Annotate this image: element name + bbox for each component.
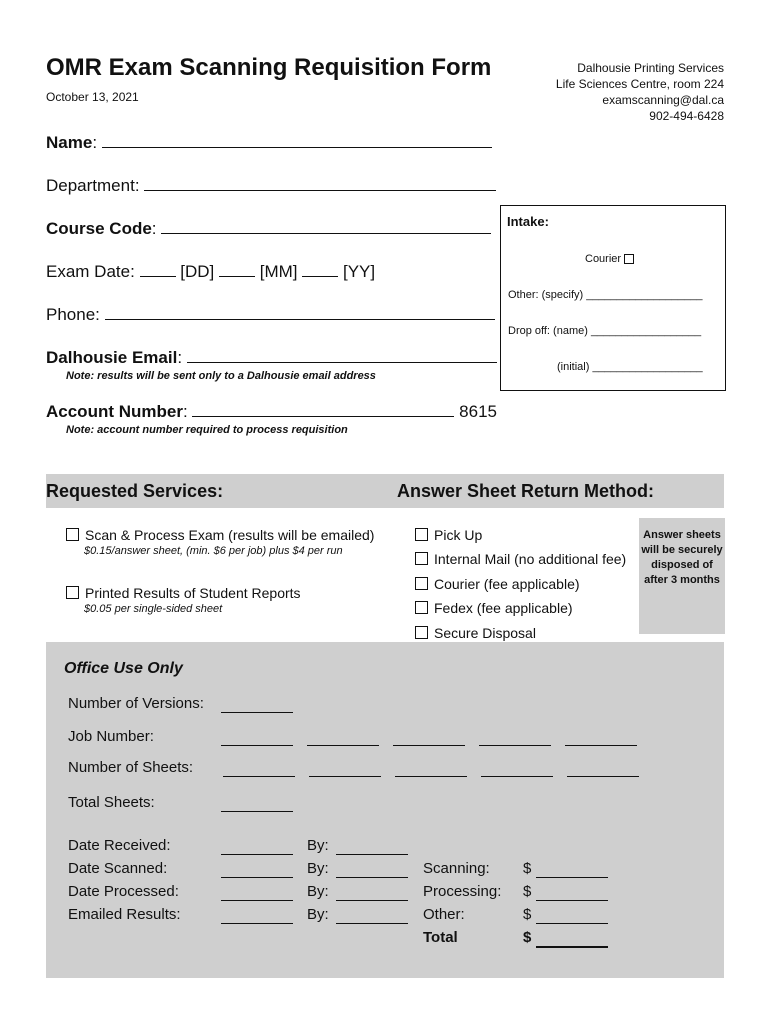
contact-phone: 902-494-6428 xyxy=(649,109,724,123)
processing-label: Processing: xyxy=(423,883,502,900)
dollar-sign: $ xyxy=(523,906,532,923)
exam-date-field[interactable] xyxy=(46,262,375,282)
department-field[interactable] xyxy=(46,176,496,196)
checkbox-icon[interactable] xyxy=(415,626,428,639)
department-label: Department: xyxy=(46,176,140,195)
requested-services-heading: Requested Services: xyxy=(46,481,224,501)
yy-label: [YY] xyxy=(343,262,376,281)
date-received-label: Date Received: xyxy=(68,837,171,854)
return-fedex[interactable] xyxy=(415,600,573,616)
sheets-label: Number of Sheets: xyxy=(68,759,194,776)
emailed-results-line[interactable] xyxy=(221,922,293,924)
date-scanned-label: Date Scanned: xyxy=(68,860,168,877)
intake-title: Intake: xyxy=(507,214,549,229)
course-code-label: Course Code xyxy=(46,219,152,238)
emailed-results-label: Emailed Results: xyxy=(68,906,181,923)
disposal-note: Answer sheets will be securely disposed of after 3 months xyxy=(639,518,725,634)
job-number-line[interactable] xyxy=(221,744,293,746)
form-date: October 13, 2021 xyxy=(46,90,139,104)
service-scan-process[interactable] xyxy=(66,527,374,543)
job-number-line[interactable] xyxy=(479,744,551,746)
sheets-line[interactable] xyxy=(567,775,639,777)
by-line[interactable] xyxy=(336,876,408,878)
checkbox-icon[interactable] xyxy=(66,586,79,599)
account-label: Account Number xyxy=(46,402,183,421)
job-number-line[interactable] xyxy=(393,744,465,746)
email-label: Dalhousie Email xyxy=(46,348,178,367)
course-code-field[interactable]: Course Code: xyxy=(46,219,491,239)
by-line[interactable] xyxy=(336,853,408,855)
total-amount-line[interactable] xyxy=(536,945,608,948)
versions-line[interactable] xyxy=(221,711,293,713)
by-line[interactable] xyxy=(336,922,408,924)
scanning-label: Scanning: xyxy=(423,860,490,877)
contact-line: Dalhousie Printing Services xyxy=(577,61,724,75)
total-sheets-label: Total Sheets: xyxy=(68,794,155,811)
return-internal-mail[interactable] xyxy=(415,551,626,567)
sheets-line[interactable] xyxy=(481,775,553,777)
return-secure-disposal[interactable] xyxy=(415,625,536,641)
job-number-line[interactable] xyxy=(307,744,379,746)
by-line[interactable] xyxy=(336,899,408,901)
by-label: By: xyxy=(307,883,329,900)
return-pickup[interactable] xyxy=(415,527,482,543)
dd-label: [DD] xyxy=(180,262,215,281)
account-note: Note: account number required to process requisition xyxy=(66,424,348,436)
contact-block xyxy=(556,60,724,124)
exam-date-label: Exam Date: xyxy=(46,262,135,281)
service-note: $0.05 per single-sided sheet xyxy=(84,603,223,615)
other-amount-line[interactable] xyxy=(536,922,608,924)
return-label: Pick Up xyxy=(434,527,483,543)
return-courier[interactable] xyxy=(415,576,580,592)
sheets-line[interactable] xyxy=(395,775,467,777)
email-note: Note: results will be sent only to a Dalhousie email address xyxy=(66,370,376,382)
dollar-sign: $ xyxy=(523,929,532,946)
date-processed-label: Date Processed: xyxy=(68,883,179,900)
by-label: By: xyxy=(307,860,329,877)
job-number-label: Job Number: xyxy=(68,728,154,745)
total-label: Total xyxy=(423,929,458,946)
processing-amount-line[interactable] xyxy=(536,899,608,901)
return-label: Fedex (fee applicable) xyxy=(434,600,573,616)
courier-label: Courier xyxy=(585,253,622,265)
date-scanned-line[interactable] xyxy=(221,876,293,878)
contact-line: Life Sciences Centre, room 224 xyxy=(555,77,724,91)
sheets-line[interactable] xyxy=(223,775,295,777)
form-title: OMR Exam Scanning Requisition Form xyxy=(46,54,492,81)
checkbox-icon[interactable] xyxy=(415,528,428,541)
phone-field[interactable] xyxy=(46,305,495,325)
contact-email: examscanning@dal.ca xyxy=(602,93,724,107)
name-field[interactable]: Name: xyxy=(46,133,492,153)
versions-label: Number of Versions: xyxy=(68,695,204,712)
sheets-line[interactable] xyxy=(309,775,381,777)
return-label: Secure Disposal xyxy=(434,625,536,641)
office-heading: Office Use Only xyxy=(64,660,183,677)
checkbox-icon[interactable] xyxy=(66,528,79,541)
mm-label: [MM] xyxy=(259,262,298,281)
intake-initial[interactable]: (initial) __________________ xyxy=(557,361,703,373)
intake-dropoff[interactable]: Drop off: (name) __________________ xyxy=(508,325,702,337)
checkbox-icon[interactable] xyxy=(415,577,428,590)
total-sheets-line[interactable] xyxy=(221,810,293,812)
service-label: Printed Results of Student Reports xyxy=(85,585,301,601)
service-label: Scan & Process Exam (results will be emailed) xyxy=(85,527,375,543)
account-suffix: 8615 xyxy=(459,402,497,421)
service-note: $0.15/answer sheet, (min. $6 per job) plus $4 per run xyxy=(84,545,343,557)
email-field[interactable]: Dalhousie Email: xyxy=(46,348,497,368)
by-label: By: xyxy=(307,837,329,854)
phone-label: Phone: xyxy=(46,305,100,324)
date-processed-line[interactable] xyxy=(221,899,293,901)
other-label: Other: xyxy=(423,906,465,923)
office-use-panel xyxy=(46,642,724,978)
account-field[interactable]: Account Number: 8615 xyxy=(46,402,497,421)
return-method-heading: Answer Sheet Return Method: xyxy=(397,481,655,501)
return-label: Internal Mail (no additional fee) xyxy=(434,551,627,567)
scanning-amount-line[interactable] xyxy=(536,876,608,878)
dollar-sign: $ xyxy=(523,883,532,900)
intake-courier[interactable] xyxy=(585,253,634,265)
intake-other[interactable]: Other: (specify) ___________________ xyxy=(508,289,703,301)
job-number-line[interactable] xyxy=(565,744,637,746)
dollar-sign: $ xyxy=(523,860,532,877)
by-label: By: xyxy=(307,906,329,923)
return-label: Courier (fee applicable) xyxy=(434,576,580,592)
intake-box xyxy=(500,205,726,391)
section-bar xyxy=(46,474,724,508)
checkbox-icon[interactable] xyxy=(415,601,428,614)
checkbox-icon[interactable] xyxy=(415,552,428,565)
checkbox-icon[interactable] xyxy=(624,254,634,264)
name-label: Name xyxy=(46,133,93,152)
service-printed-results[interactable] xyxy=(66,585,301,601)
date-received-line[interactable] xyxy=(221,853,293,855)
